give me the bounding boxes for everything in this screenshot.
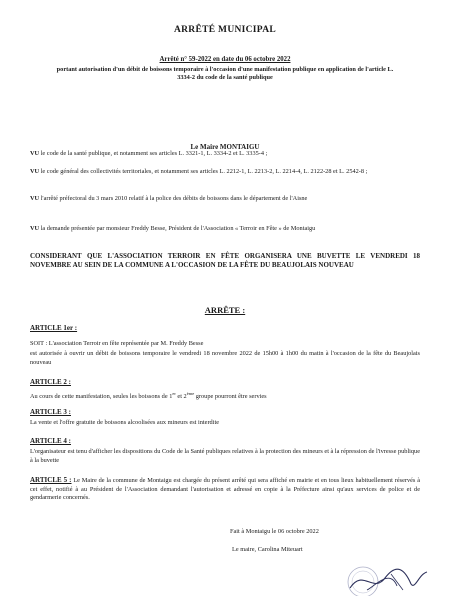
article-5-text: Le Maire de la commune de Montaigu est chargée du présent arrêté qui sera affiché en mairie et en tous lieux habituellement réservés à cet effet, notifié à au Président de l'Association demandant l'autorisation et adressé en copie à la Préfecture ainsi qu'aux services de police et de gendarmerie concernés.: [30, 477, 421, 502]
vu-prefix: VU: [30, 225, 40, 232]
article-1-line-1: SOIT : L'association Terroir en fête représentée par M. Freddy Besse: [30, 340, 204, 347]
article-2-text: [30, 390, 420, 402]
vu-text: la demande présentée par monsieur Freddy Besse, Président de l'Association « Terroir en Fête » de Montaigu: [40, 225, 316, 232]
superscript-2: ème: [186, 391, 195, 396]
article-4-text: L'organisateur est tenu d'afficher les dispositions du Code de la Santé publiques relatives à la protection des mineurs et à la répression de l'ivresse publique à la buvette: [30, 448, 420, 464]
article-4-label: ARTICLE 4 :: [30, 437, 71, 445]
article-1-label: ARTICLE 1er :: [30, 324, 78, 332]
vu-prefix: VU: [30, 195, 40, 202]
article-2-text-a: Au cours de cette manifestation, seules les boissons de 1: [30, 393, 173, 401]
article-2-text-b: et 2: [175, 393, 187, 401]
vu-clause-3: [30, 195, 420, 204]
signature-stamp-icon: [345, 560, 430, 596]
place-date: Fait à Montaigu le 06 octobre 2022: [230, 528, 319, 535]
decree-number: Arrêté n° 59-2022 en date du 06 octobre 2022: [159, 56, 291, 63]
mayor-heading: Le Maire MONTAIGU: [190, 143, 260, 151]
article-5: [30, 476, 420, 503]
superscript-1: er: [172, 391, 176, 396]
vu-text: le code général des collectivités territoriales, et notamment ses articles L. 2212-1, L. 2213-2, L. 2214-4, L. 2122-28 et L. 2542-8 ;: [40, 168, 368, 175]
vu-text: le code de la santé publique, et notamment ses articles L. 3321-1, L. 3334-2 et L. 3335-4 ;: [40, 150, 268, 157]
article-5-label: ARTICLE 5 :: [30, 476, 72, 484]
considerant-clause: CONSIDERANT QUE L'ASSOCIATION TERROIR EN FÊTE ORGANISERA UNE BUVETTE LE VENDREDI 18 NOVEMBRE AU SEIN DE LA COMMUNE A L'OCCASION DE LA FÊTE DU BEAUJOLAIS NOUVEAU: [30, 252, 420, 269]
document-title: ARRÊTÉ MUNICIPAL: [173, 25, 276, 35]
vu-prefix: VU: [30, 150, 40, 157]
article-3-text: La vente et l'offre gratuite de boissons alcoolisées aux mineurs est interdite: [30, 419, 219, 426]
vu-clause-2: [30, 168, 420, 177]
decree-subject: portant autorisation d'un débit de boissons temporaire à l'occasion d'une manifestation publique en application de l'article L. 3334-2 du code de la santé publique: [56, 66, 394, 81]
article-1-line-2: est autorisée à ouvrir un débit de boissons temporaire le vendredi 18 novembre 2022 de 15h00 à 1h00 du matin à l'occasion de la fête du Beaujolais nouveau: [30, 350, 420, 366]
vu-clause-1: [30, 150, 420, 159]
article-2-label: ARTICLE 2 :: [30, 378, 71, 386]
vu-prefix: VU: [30, 168, 40, 175]
arrete-heading: ARRÊTE :: [204, 305, 246, 315]
article-2-text-c: groupe pourront être servies: [194, 393, 267, 401]
vu-text: l'arrêté préfectoral du 3 mars 2010 relatif à la police des débits de boissons dans le département de l'Aisne: [40, 195, 308, 202]
vu-clause-4: [30, 225, 420, 234]
article-3-label: ARTICLE 3 :: [30, 408, 71, 416]
signatory: Le maire, Carolina Miteuart: [232, 546, 303, 553]
